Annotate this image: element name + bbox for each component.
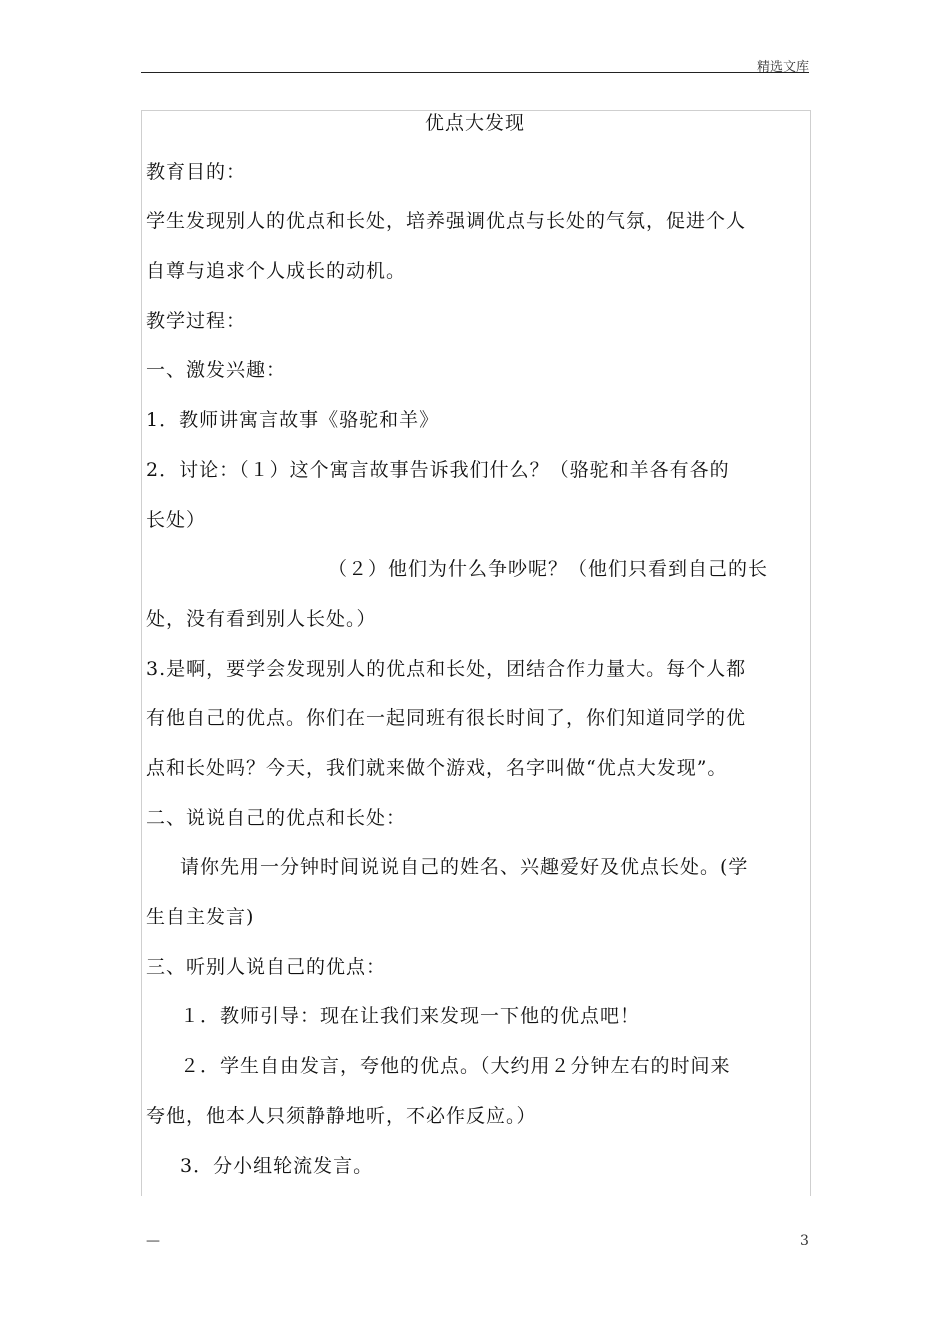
section-heading-goals: 教育目的： [146,161,247,183]
paragraph-line: 2．讨论：（１）这个寓言故事告诉我们什么？（骆驼和羊各有各的 [146,459,730,481]
footer-dash: — [146,1233,160,1249]
paragraph-line: （２）他们为什么争吵呢？（他们只看到自己的长 [328,558,769,580]
section-heading-three: 三、听别人说自己的优点： [146,956,387,978]
section-heading-process: 教学过程： [146,310,247,332]
paragraph-line: 夸他，他本人只须静静地听，不必作反应。） [146,1105,537,1127]
paragraph-line: 学生发现别人的优点和长处，培养强调优点与长处的气氛，促进个人 [146,210,747,232]
paragraph-line: 生自主发言) [146,906,255,928]
paragraph-line: 1．教师讲寓言故事《骆驼和羊》 [146,409,440,431]
header-rule [141,72,809,73]
section-heading-one: 一、激发兴趣： [146,359,287,381]
document-title: 优点大发现 [424,112,525,134]
paragraph-line: 长处） [146,509,207,531]
paragraph-line: 3.是啊，要学会发现别人的优点和长处，团结合作力量大。每个人都 [146,658,747,680]
paragraph-line: 点和长处吗？今天，我们就来做个游戏，名字叫做“优点大发现”。 [146,757,728,779]
paragraph-line: 请你先用一分钟时间说说自己的姓名、兴趣爱好及优点长处。(学 [180,856,749,878]
paragraph-line: 自尊与追求个人成长的动机。 [146,260,407,282]
paragraph-line: １．教师引导：现在让我们来发现一下他的优点吧！ [180,1005,641,1027]
section-heading-two: 二、说说自己的优点和长处： [146,807,407,829]
page-number: 3 [800,1233,809,1249]
paragraph-line: ２．学生自由发言，夸他的优点。（大约用２分钟左右的时间来 [180,1055,731,1077]
header-label: 精选文库 [756,60,809,75]
paragraph-line: 处，没有看到别人长处。） [146,608,377,630]
paragraph-line: 有他自己的优点。你们在一起同班有很长时间了，你们知道同学的优 [146,707,747,729]
paragraph-line: 3．分小组轮流发言。 [180,1155,374,1177]
